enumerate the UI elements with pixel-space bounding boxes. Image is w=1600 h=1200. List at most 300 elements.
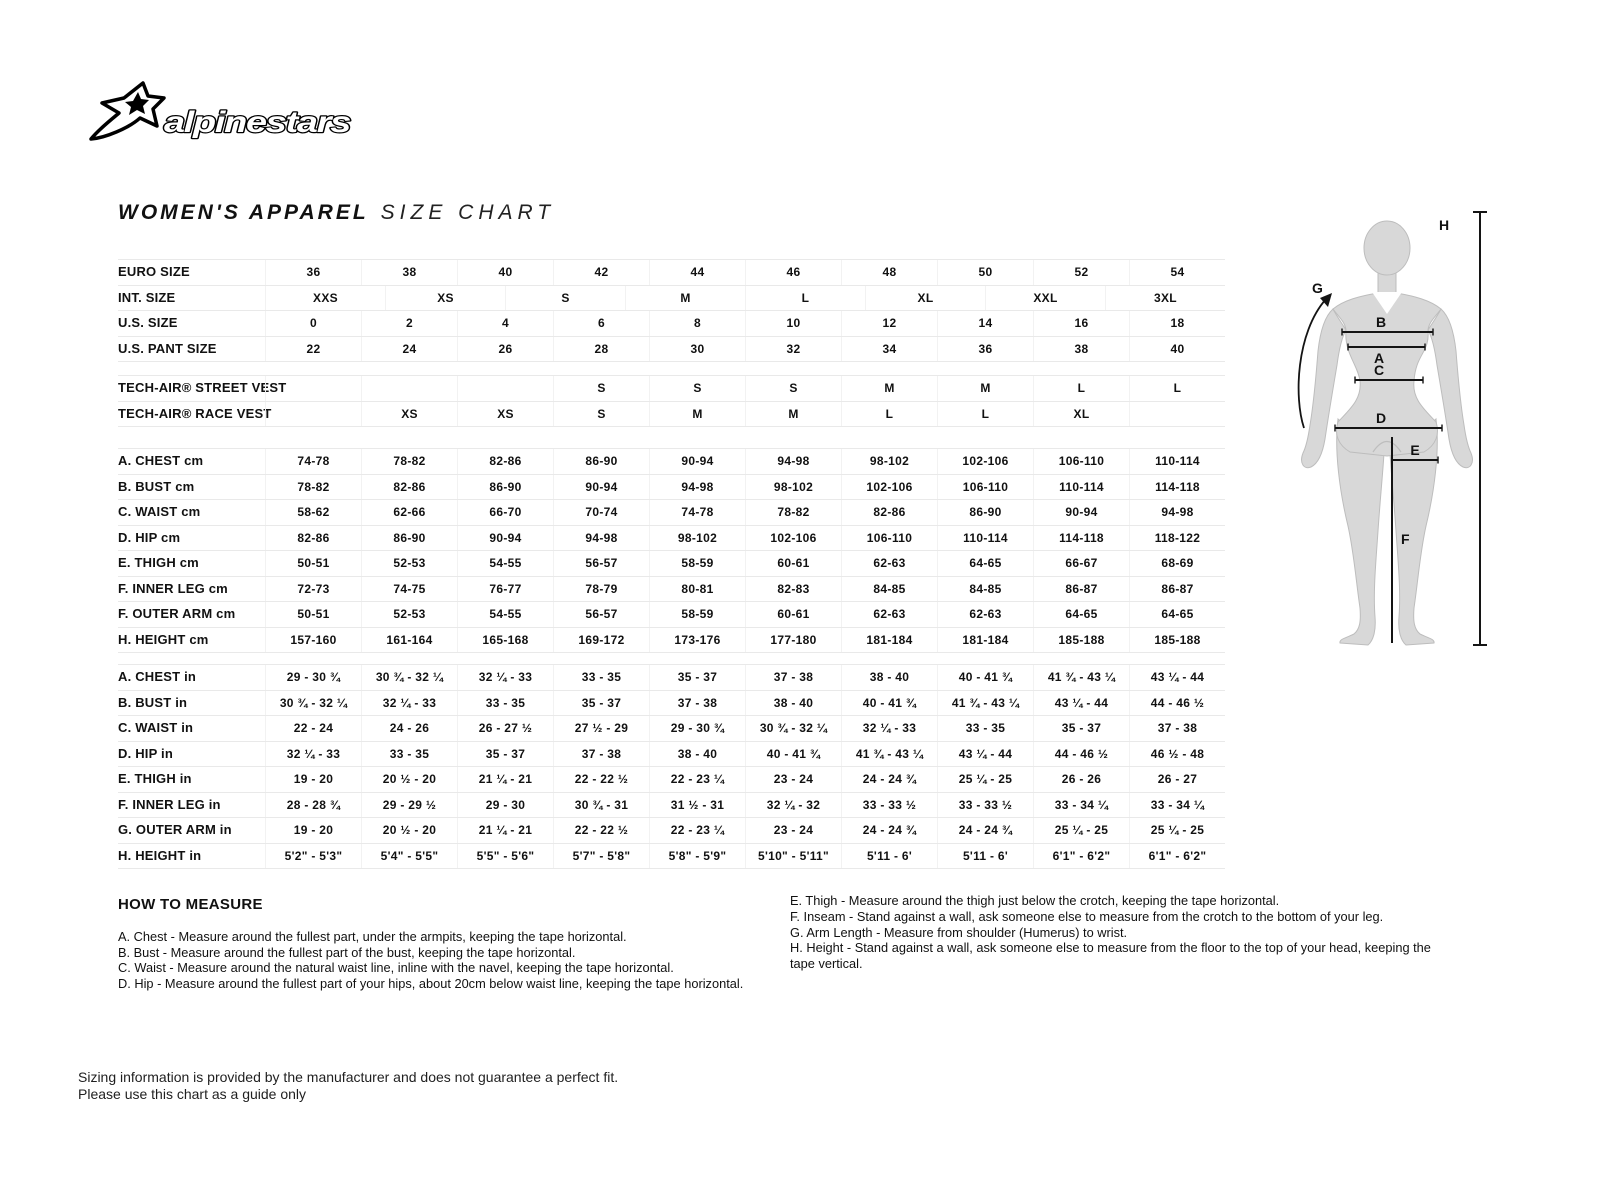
- size-cell: 38 - 40: [649, 742, 745, 767]
- table-row: [118, 628, 1225, 654]
- size-cell: 16: [1033, 311, 1129, 336]
- size-cell: 165-168: [457, 628, 553, 653]
- size-cell: 35 - 37: [1033, 716, 1129, 741]
- size-cell: [265, 376, 361, 401]
- size-cell: 110-114: [937, 526, 1033, 551]
- table-row: [118, 526, 1225, 552]
- row-label: TECH-AIR® STREET VEST: [118, 380, 287, 395]
- measurements-cm-table: [118, 448, 1225, 653]
- size-cell: 5'11 - 6': [937, 844, 1033, 869]
- row-label: A. CHEST in: [118, 669, 197, 684]
- size-cell: [1129, 402, 1225, 427]
- size-cell: 173-176: [649, 628, 745, 653]
- row-label: U.S. SIZE: [118, 315, 178, 330]
- size-cell: 3XL: [1105, 286, 1225, 311]
- size-cell: 169-172: [553, 628, 649, 653]
- size-cell: M: [841, 376, 937, 401]
- size-cell: 94-98: [553, 526, 649, 551]
- size-cell: 6: [553, 311, 649, 336]
- disclaimer-line1: Sizing information is provided by the manufacturer and does not guarantee a perfect fit.: [78, 1069, 619, 1085]
- size-cell: 78-82: [265, 475, 361, 500]
- row-label: C. WAIST in: [118, 720, 194, 735]
- size-cell: 56-57: [553, 602, 649, 627]
- size-cell: 5'7" - 5'8": [553, 844, 649, 869]
- size-cell: 35 - 37: [553, 691, 649, 716]
- size-cell: XXL: [985, 286, 1105, 311]
- size-cell: 24 - 24 ¾: [841, 818, 937, 843]
- size-cell: 34: [841, 337, 937, 362]
- row-cells: [265, 844, 1225, 869]
- size-cell: 33 - 34 ¼: [1033, 793, 1129, 818]
- table-row: [118, 793, 1225, 819]
- size-cell: 52-53: [361, 551, 457, 576]
- table-row: [118, 259, 1225, 286]
- table-row: [118, 448, 1225, 475]
- size-cell: 98-102: [649, 526, 745, 551]
- table-row: [118, 577, 1225, 603]
- size-cell: 22: [265, 337, 361, 362]
- row-label: C. WAIST cm: [118, 504, 201, 519]
- female-silhouette: [1302, 221, 1473, 645]
- table-row: [118, 500, 1225, 526]
- row-label: E. THIGH in: [118, 771, 192, 786]
- size-cell: 4: [457, 311, 553, 336]
- size-cell: 10: [745, 311, 841, 336]
- size-cell: 26 - 27: [1129, 767, 1225, 792]
- size-cell: 22 - 23 ¼: [649, 818, 745, 843]
- row-label: B. BUST in: [118, 694, 188, 710]
- size-cell: 30 ¾ - 32 ¼: [745, 716, 841, 741]
- size-cell: 37 - 38: [553, 742, 649, 767]
- size-cell: 24 - 24 ¾: [937, 818, 1033, 843]
- size-cell: 82-86: [265, 526, 361, 551]
- size-cell: 19 - 20: [265, 818, 361, 843]
- size-cell: 44 - 46 ½: [1129, 691, 1225, 716]
- size-cell: 54: [1129, 260, 1225, 285]
- size-cell: 66-70: [457, 500, 553, 525]
- size-cell: 98-102: [745, 475, 841, 500]
- tech-air-vest-table: [118, 375, 1225, 427]
- size-cell: 29 - 30 ¾: [649, 716, 745, 741]
- size-cell: L: [1033, 376, 1129, 401]
- size-cell: 25 ¼ - 25: [937, 767, 1033, 792]
- size-cell: 114-118: [1033, 526, 1129, 551]
- size-cell: 29 - 30 ¾: [265, 665, 361, 690]
- size-cell: 52-53: [361, 602, 457, 627]
- size-cell: 161-164: [361, 628, 457, 653]
- size-cell: 44: [649, 260, 745, 285]
- size-cell: 40 - 41 ¾: [841, 691, 937, 716]
- measure-instruction: A. Chest - Measure around the fullest part, under the armpits, keeping the tape horizontal.: [118, 928, 627, 944]
- size-cell: 33 - 34 ¼: [1129, 793, 1225, 818]
- size-cell: 32 ¼ - 33: [841, 716, 937, 741]
- table-row: [118, 691, 1225, 717]
- size-cell: 29 - 30: [457, 793, 553, 818]
- size-cell: 2: [361, 311, 457, 336]
- size-cell: 32 ¼ - 33: [457, 665, 553, 690]
- size-cell: 181-184: [937, 628, 1033, 653]
- size-cell: 40: [457, 260, 553, 285]
- size-cell: 114-118: [1129, 475, 1225, 500]
- size-cell: 8: [649, 311, 745, 336]
- measure-instruction: D. Hip - Measure around the fullest part of your hips, about 20cm below waist line, keeping the tape horizontal.: [118, 976, 744, 992]
- size-cell: 5'10" - 5'11": [745, 844, 841, 869]
- size-cell: 60-61: [745, 602, 841, 627]
- table-row: [118, 742, 1225, 768]
- size-cell: 23 - 24: [745, 818, 841, 843]
- size-cell: L: [1129, 376, 1225, 401]
- alpinestars-logo: [84, 78, 354, 144]
- size-cell: 37 - 38: [1129, 716, 1225, 741]
- size-cell: 72-73: [265, 577, 361, 602]
- table-row: [118, 602, 1225, 628]
- size-cell: 43 ¼ - 44: [1033, 691, 1129, 716]
- size-cell: 33 - 35: [457, 691, 553, 716]
- size-cell: 38 - 40: [841, 665, 937, 690]
- page-title-sub: SIZE CHART: [380, 201, 556, 224]
- row-cells: [265, 475, 1225, 500]
- size-cell: 28 - 28 ¾: [265, 793, 361, 818]
- size-cell: L: [745, 286, 865, 311]
- size-cell: 86-90: [937, 500, 1033, 525]
- size-cell: M: [649, 402, 745, 427]
- row-cells: [265, 793, 1225, 818]
- size-cell: 90-94: [553, 475, 649, 500]
- size-cell: 41 ¾ - 43 ¼: [841, 742, 937, 767]
- size-cell: 26 - 27 ½: [457, 716, 553, 741]
- size-cell: 40 - 41 ¾: [937, 665, 1033, 690]
- measure-instruction: H. Height - Stand against a wall, ask someone else to measure from the floor to the top of your head, keeping the tape vertical.: [790, 940, 1431, 972]
- figure-label-c: C: [1373, 362, 1385, 378]
- table-row: [118, 818, 1225, 844]
- row-label: A. CHEST cm: [118, 453, 204, 468]
- size-cell: S: [745, 376, 841, 401]
- size-cell: XXS: [265, 286, 385, 311]
- figure-label-h: H: [1439, 217, 1450, 233]
- size-cell: XL: [1033, 402, 1129, 427]
- table-row: [118, 311, 1225, 337]
- size-cell: 74-78: [265, 449, 361, 474]
- size-cell: 42: [553, 260, 649, 285]
- size-cell: 31 ½ - 31: [649, 793, 745, 818]
- size-cell: 21 ¼ - 21: [457, 818, 553, 843]
- size-cell: 62-63: [841, 602, 937, 627]
- size-cell: 6'1" - 6'2": [1033, 844, 1129, 869]
- size-cell: 78-79: [553, 577, 649, 602]
- size-cell: 68-69: [1129, 551, 1225, 576]
- size-cell: 110-114: [1129, 449, 1225, 474]
- figure-label-f: F: [1401, 531, 1410, 547]
- row-label: INT. SIZE: [118, 289, 176, 305]
- size-cell: 0: [265, 311, 361, 336]
- size-cell: 70-74: [553, 500, 649, 525]
- size-cell: 38: [361, 260, 457, 285]
- size-cell: 33 - 33 ½: [841, 793, 937, 818]
- size-cell: 185-188: [1129, 628, 1225, 653]
- size-cell: 86-87: [1033, 577, 1129, 602]
- row-label: EURO SIZE: [118, 264, 190, 279]
- size-cell: 6'1" - 6'2": [1129, 844, 1225, 869]
- size-cell: 26: [457, 337, 553, 362]
- row-label: G. OUTER ARM in: [118, 822, 232, 837]
- table-row: [118, 286, 1225, 312]
- size-cell: 30 ¾ - 32 ¼: [265, 691, 361, 716]
- size-cell: 84-85: [937, 577, 1033, 602]
- size-cell: 52: [1033, 260, 1129, 285]
- size-cell: M: [625, 286, 745, 311]
- size-cell: 5'4" - 5'5": [361, 844, 457, 869]
- size-cell: 74-78: [649, 500, 745, 525]
- size-cell: 74-75: [361, 577, 457, 602]
- size-cell: 26 - 26: [1033, 767, 1129, 792]
- size-cell: 30: [649, 337, 745, 362]
- size-cell: 19 - 20: [265, 767, 361, 792]
- table-row: [118, 475, 1225, 501]
- size-cell: 24 - 26: [361, 716, 457, 741]
- size-cell: 94-98: [1129, 500, 1225, 525]
- size-cell: 41 ¾ - 43 ¼: [1033, 665, 1129, 690]
- size-cell: 29 - 29 ½: [361, 793, 457, 818]
- sizes-table: [118, 259, 1225, 362]
- size-cell: 25 ¼ - 25: [1033, 818, 1129, 843]
- row-label: F. OUTER ARM cm: [118, 606, 236, 621]
- size-cell: M: [937, 376, 1033, 401]
- size-cell: 80-81: [649, 577, 745, 602]
- size-cell: 14: [937, 311, 1033, 336]
- how-to-measure-section: [118, 893, 1458, 992]
- size-cell: 157-160: [265, 628, 361, 653]
- size-cell: S: [553, 376, 649, 401]
- how-to-measure-right-column: [790, 893, 1450, 972]
- size-cell: 185-188: [1033, 628, 1129, 653]
- size-cell: 37 - 38: [649, 691, 745, 716]
- size-cell: 82-86: [361, 475, 457, 500]
- row-cells: [265, 716, 1225, 741]
- size-cell: 82-83: [745, 577, 841, 602]
- size-cell: 102-106: [937, 449, 1033, 474]
- measurements-in-table: [118, 664, 1225, 869]
- row-cells: [265, 818, 1225, 843]
- size-cell: 36: [937, 337, 1033, 362]
- size-cell: 22 - 24: [265, 716, 361, 741]
- size-cell: 33 - 35: [937, 716, 1033, 741]
- size-cell: 43 ¼ - 44: [1129, 665, 1225, 690]
- row-label: E. THIGH cm: [118, 555, 199, 570]
- size-cell: [361, 376, 457, 401]
- size-cell: 86-90: [553, 449, 649, 474]
- figure-label-a: A: [1373, 350, 1385, 366]
- table-row: [118, 767, 1225, 793]
- size-cell: 62-63: [841, 551, 937, 576]
- size-cell: XS: [457, 402, 553, 427]
- figure-label-d: D: [1375, 410, 1387, 426]
- size-cell: 40 - 41 ¾: [745, 742, 841, 767]
- size-cell: 24 - 24 ¾: [841, 767, 937, 792]
- size-cell: 33 - 35: [553, 665, 649, 690]
- row-cells: [265, 376, 1225, 401]
- size-cell: 102-106: [745, 526, 841, 551]
- size-cell: 12: [841, 311, 937, 336]
- size-cell: 33 - 33 ½: [937, 793, 1033, 818]
- row-label: F. INNER LEG in: [118, 796, 221, 812]
- size-cell: 82-86: [457, 449, 553, 474]
- table-row: [118, 551, 1225, 577]
- size-cell: 38 - 40: [745, 691, 841, 716]
- size-cell: 50-51: [265, 551, 361, 576]
- size-chart: [118, 259, 1250, 869]
- alpinestars-wordmark: alpinestars: [164, 106, 351, 139]
- size-cell: 94-98: [649, 475, 745, 500]
- size-cell: 106-110: [1033, 449, 1129, 474]
- size-cell: 20 ½ - 20: [361, 767, 457, 792]
- size-cell: 32 ¼ - 33: [361, 691, 457, 716]
- measure-instruction: C. Waist - Measure around the natural waist line, inline with the navel, keeping the tape horizontal.: [118, 960, 674, 976]
- row-label: H. HEIGHT in: [118, 847, 202, 863]
- size-cell: 56-57: [553, 551, 649, 576]
- body-measurement-figure: [1268, 193, 1512, 661]
- size-cell: 40: [1129, 337, 1225, 362]
- page-title: [118, 201, 555, 225]
- size-cell: 177-180: [745, 628, 841, 653]
- size-cell: 62-63: [937, 602, 1033, 627]
- size-cell: 46 ½ - 48: [1129, 742, 1225, 767]
- size-cell: 110-114: [1033, 475, 1129, 500]
- size-cell: 48: [841, 260, 937, 285]
- table-row: [118, 664, 1225, 691]
- row-cells: [265, 665, 1225, 690]
- row-label: TECH-AIR® RACE VEST: [118, 405, 272, 421]
- size-cell: 86-90: [457, 475, 553, 500]
- size-cell: 50: [937, 260, 1033, 285]
- row-cells: [265, 337, 1225, 362]
- row-cells: [265, 260, 1225, 285]
- size-cell: 181-184: [841, 628, 937, 653]
- size-cell: 78-82: [745, 500, 841, 525]
- size-cell: 118-122: [1129, 526, 1225, 551]
- size-cell: 58-62: [265, 500, 361, 525]
- row-cells: [265, 602, 1225, 627]
- size-cell: 102-106: [841, 475, 937, 500]
- size-cell: 98-102: [841, 449, 937, 474]
- size-cell: 64-65: [937, 551, 1033, 576]
- size-cell: 5'5" - 5'6": [457, 844, 553, 869]
- row-cells: [265, 767, 1225, 792]
- row-cells: [265, 402, 1225, 427]
- row-cells: [265, 311, 1225, 336]
- size-cell: 21 ¼ - 21: [457, 767, 553, 792]
- measure-instruction: E. Thigh - Measure around the thigh just below the crotch, keeping the tape horizontal.: [790, 893, 1280, 908]
- row-cells: [265, 742, 1225, 767]
- size-cell: 90-94: [1033, 500, 1129, 525]
- row-cells: [265, 628, 1225, 653]
- size-cell: 35 - 37: [457, 742, 553, 767]
- size-cell: 32 ¼ - 32: [745, 793, 841, 818]
- size-cell: 5'2" - 5'3": [265, 844, 361, 869]
- size-cell: 78-82: [361, 449, 457, 474]
- size-cell: XS: [385, 286, 505, 311]
- measure-instruction: G. Arm Length - Measure from shoulder (Humerus) to wrist.: [790, 924, 1128, 940]
- size-cell: 32: [745, 337, 841, 362]
- size-cell: XS: [361, 402, 457, 427]
- row-label: U.S. PANT SIZE: [118, 340, 217, 356]
- table-row: [118, 844, 1225, 870]
- alpinestars-star-icon: [91, 83, 164, 139]
- size-cell: S: [553, 402, 649, 427]
- size-cell: 86-87: [1129, 577, 1225, 602]
- row-label: F. INNER LEG cm: [118, 580, 228, 596]
- size-cell: 35 - 37: [649, 665, 745, 690]
- size-cell: 64-65: [1129, 602, 1225, 627]
- size-cell: 22 - 23 ¼: [649, 767, 745, 792]
- size-cell: 5'11 - 6': [841, 844, 937, 869]
- size-cell: 54-55: [457, 602, 553, 627]
- size-cell: 46: [745, 260, 841, 285]
- table-row: [118, 337, 1225, 363]
- size-cell: 58-59: [649, 602, 745, 627]
- row-label: H. HEIGHT cm: [118, 631, 209, 647]
- row-cells: [265, 286, 1225, 311]
- size-cell: 24: [361, 337, 457, 362]
- measure-instruction: F. Inseam - Stand against a wall, ask someone else to measure from the crotch to the bottom of your leg.: [790, 908, 1384, 924]
- size-cell: 54-55: [457, 551, 553, 576]
- size-cell: 84-85: [841, 577, 937, 602]
- size-cell: 5'8" - 5'9": [649, 844, 745, 869]
- size-cell: 106-110: [937, 475, 1033, 500]
- row-cells: [265, 500, 1225, 525]
- table-row: [118, 716, 1225, 742]
- figure-label-b: B: [1375, 314, 1387, 330]
- row-cells: [265, 577, 1225, 602]
- size-cell: 62-66: [361, 500, 457, 525]
- disclaimer-line2: Please use this chart as a guide only: [78, 1085, 307, 1102]
- size-cell: 44 - 46 ½: [1033, 742, 1129, 767]
- size-cell: 30 ¾ - 31: [553, 793, 649, 818]
- row-label: D. HIP cm: [118, 529, 181, 545]
- size-cell: 33 - 35: [361, 742, 457, 767]
- measure-instruction: B. Bust - Measure around the fullest part of the bust, keeping the tape horizontal.: [118, 944, 576, 960]
- size-cell: 94-98: [745, 449, 841, 474]
- size-cell: S: [505, 286, 625, 311]
- size-cell: 90-94: [457, 526, 553, 551]
- size-cell: [457, 376, 553, 401]
- size-cell: 27 ½ - 29: [553, 716, 649, 741]
- size-cell: 37 - 38: [745, 665, 841, 690]
- size-cell: 18: [1129, 311, 1225, 336]
- size-cell: S: [649, 376, 745, 401]
- size-cell: 58-59: [649, 551, 745, 576]
- row-cells: [265, 551, 1225, 576]
- size-cell: L: [937, 402, 1033, 427]
- size-cell: 22 - 22 ½: [553, 767, 649, 792]
- row-label: D. HIP in: [118, 745, 174, 761]
- size-cell: 60-61: [745, 551, 841, 576]
- table-row: [118, 375, 1225, 402]
- size-cell: 32 ¼ - 33: [265, 742, 361, 767]
- size-cell: 30 ¾ - 32 ¼: [361, 665, 457, 690]
- size-cell: [265, 402, 361, 427]
- size-cell: 66-67: [1033, 551, 1129, 576]
- size-cell: 20 ½ - 20: [361, 818, 457, 843]
- size-cell: 82-86: [841, 500, 937, 525]
- size-cell: 86-90: [361, 526, 457, 551]
- how-to-measure-left-column: [118, 929, 778, 992]
- size-cell: 90-94: [649, 449, 745, 474]
- size-cell: XL: [865, 286, 985, 311]
- figure-label-g: G: [1312, 280, 1323, 296]
- size-cell: 28: [553, 337, 649, 362]
- size-cell: 106-110: [841, 526, 937, 551]
- size-cell: 50-51: [265, 602, 361, 627]
